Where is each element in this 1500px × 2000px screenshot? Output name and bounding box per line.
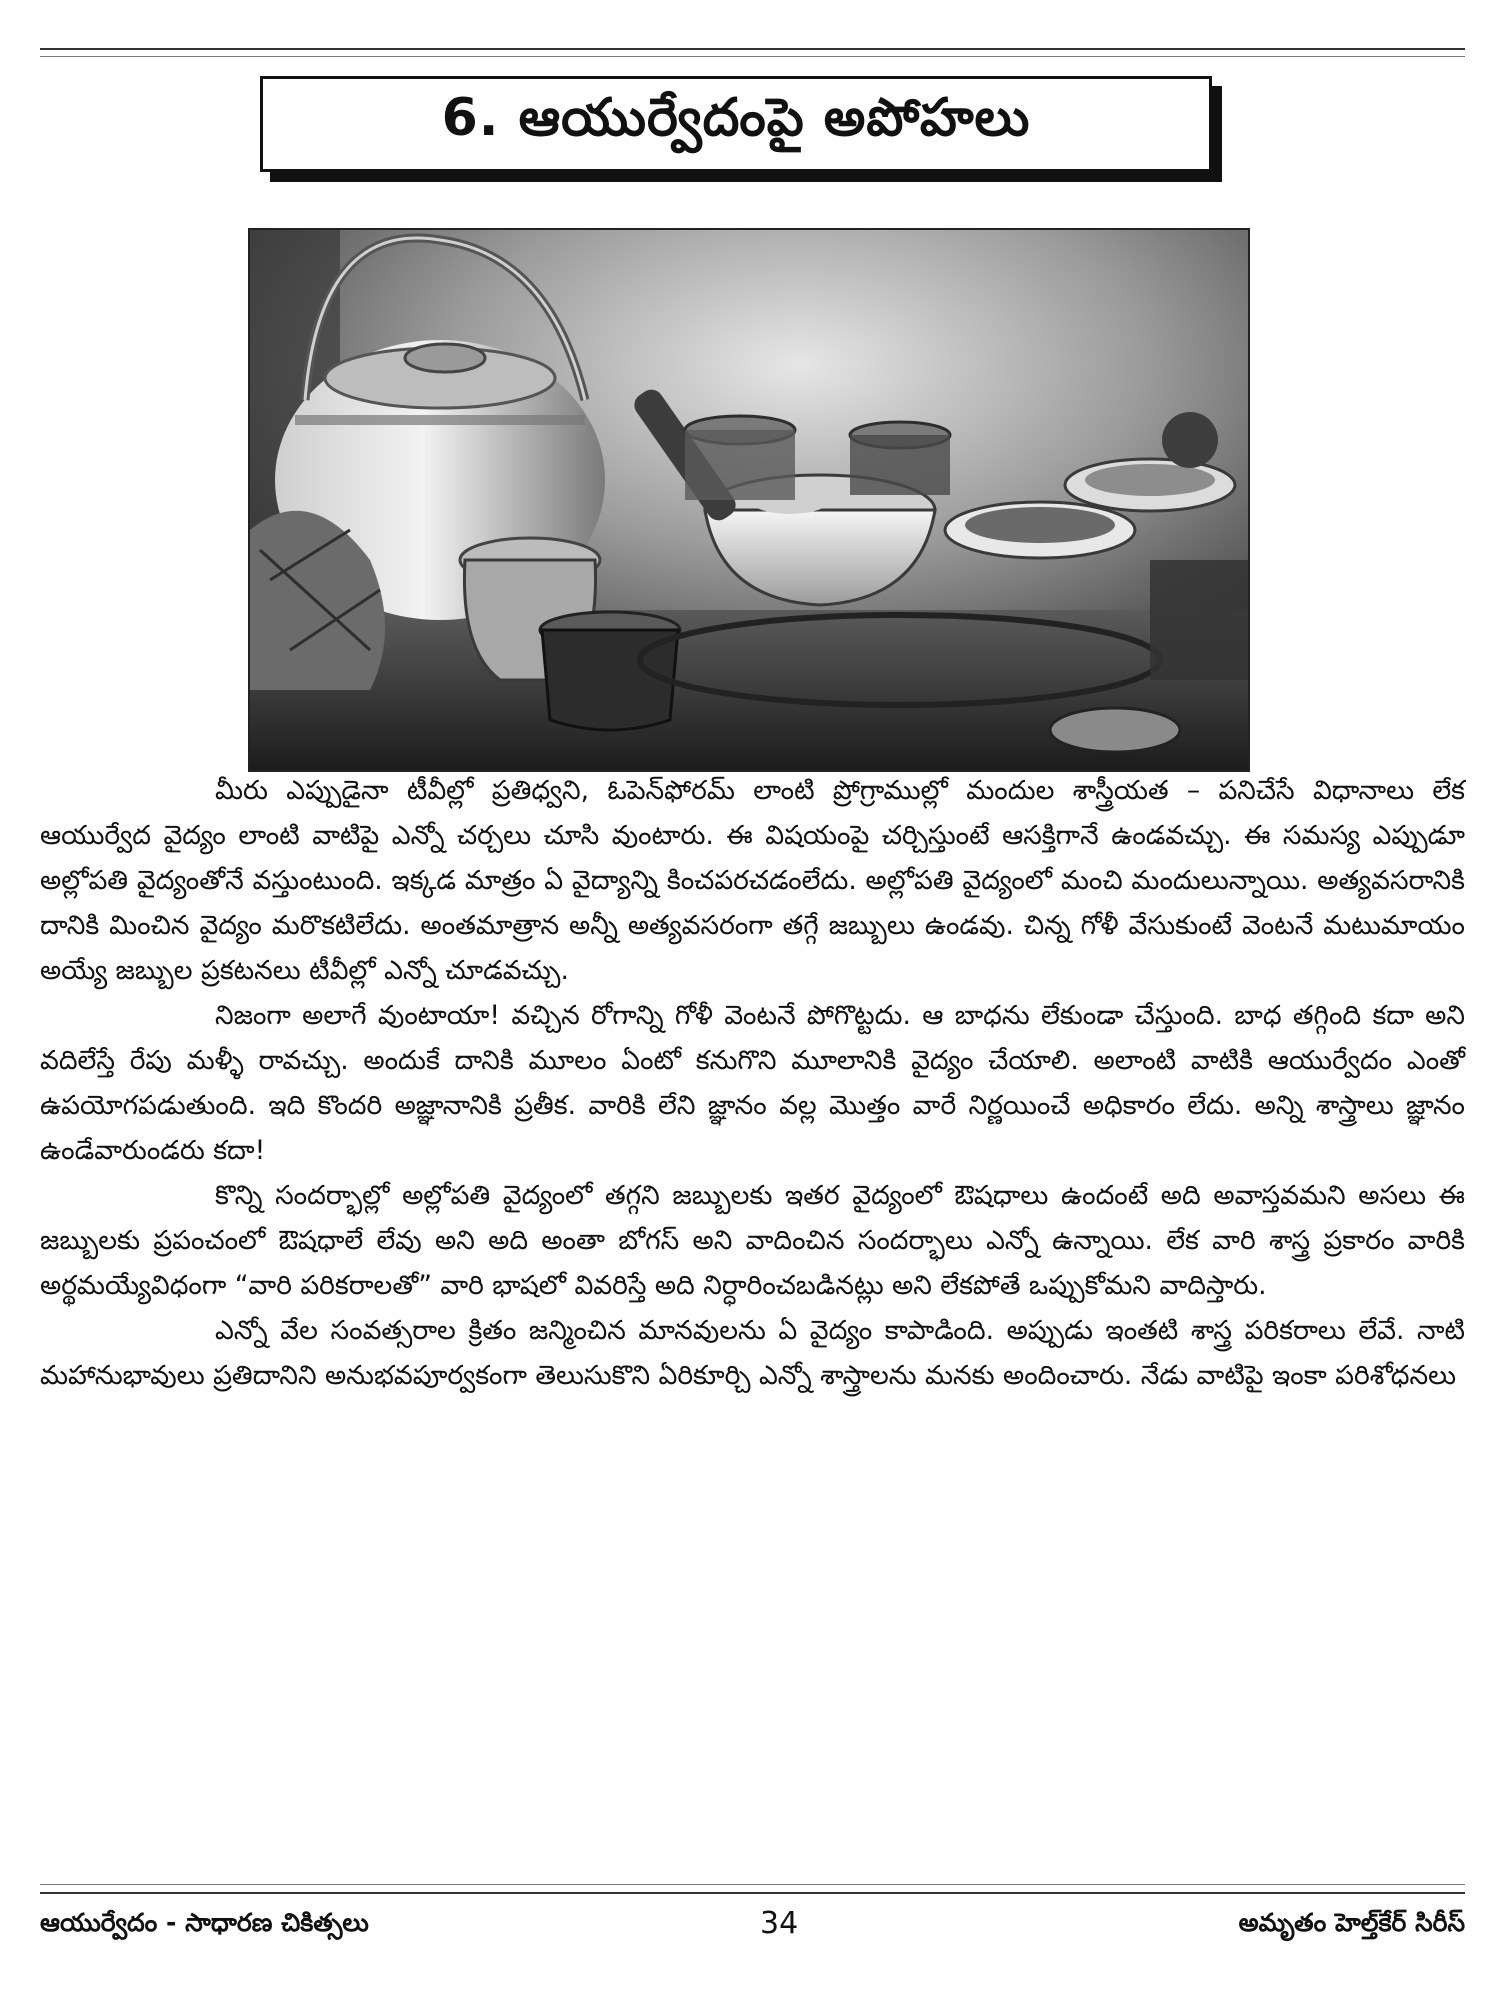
paragraph: కొన్ని సందర్భాల్లో అల్లోపతి వైద్యంలో తగ్గని జబ్బులకు ఇతర వైద్యంలో ఔషధాలు ఉందంటే అది అవాస్తవమని అసలు ఈ జబ్బులకు ప్రపంచంలో ఔషధాలే లేవు అని అది అంతా బోగస్ అని వాదించిన సందర్భాలు ఎన్నో ఉన్నాయి. లేక వారి శాస్త్ర ప్రకారం వారికి అర్థమయ్యేవిధంగా “వారి పరికరాలతో” వారి భాషలో వివరిస్తే అది నిర్ధారించబడినట్లు అని లేకపోతే ఒప్పుకోమని వాదిస్తారు. bbox=[40, 1180, 1465, 1301]
footer-series-title: అమృతం హెల్త్‌కేర్ సిరీస్ bbox=[1238, 1908, 1465, 1937]
ayurveda-photo bbox=[248, 228, 1250, 772]
paragraph: నిజంగా అలాగే వుంటాయా! వచ్చిన రోగాన్ని గోళీ వెంటనే పోగొట్టదు. ఆ బాధను లేకుండా చేస్తుంది. బాధ తగ్గింది కదా అని వదిలేస్తే రేపు మళ్ళీ రావచ్చు. అందుకే దానికి మూలం ఏంటో కనుగొని మూలానికి వైద్యం చేయాలి. అలాంటి వాటికి ఆయుర్వేదం ఎంతో ఉపయోగపడుతుంది. ఇది కొందరి అజ్ఞానానికి ప్రతీక. వారికి లేని జ్ఞానం వల్ల మొత్తం వారే నిర్ణయించే అధికారం లేదు. అన్ని శాస్త్రాలు జ్ఞానం ఉండేవారుండరు కదా! bbox=[40, 1000, 1465, 1166]
chapter-title-box bbox=[260, 76, 1212, 172]
top-rule bbox=[40, 48, 1465, 50]
bottom-rule-thin bbox=[40, 1884, 1465, 1885]
footer-book-title: ఆయుర్వేదం - సాధారణ చికిత్సలు bbox=[40, 1908, 369, 1937]
paragraph: ఎన్నో వేల సంవత్సరాల క్రితం జన్మించిన మానవులను ఏ వైద్యం కాపాడింది. అప్పుడు ఇంతటి శాస్త్ర పరికరాలు లేవే. నాటి మహానుభావులు ప్రతిదానిని అనుభవపూర్వకంగా తెలుసుకొని ఏరికూర్చి ఎన్నో శాస్త్రాలను మనకు అందించారు. నేడు వాటిపై ఇంకా పరిశోధనలు bbox=[40, 1315, 1465, 1391]
page-footer bbox=[40, 1906, 1465, 1946]
paragraph: మీరు ఎప్పుడైనా టీవీల్లో ప్రతిధ్వని, ఓపెన్‌ఫోరమ్ లాంటి ప్రోగ్రాముల్లో మందుల శాస్త్రీయత – పనిచేసే విధానాలు లేక ఆయుర్వేద వైద్యం లాంటి వాటిపై ఎన్నో చర్చలు చూసి వుంటారు. ఈ విషయంపై చర్చిస్తుంటే ఆసక్తిగానే ఉండవచ్చు. ఈ సమస్య ఎప్పుడూ అల్లోపతి వైద్యంతోనే వస్తుంటుంది. ఇక్కడ మాత్రం ఏ వైద్యాన్ని కించపరచడంలేదు. అల్లోపతి వైద్యంలో మంచి మందులున్నాయి. అత్యవసరానికి దానికి మించిన వైద్యం మరొకటిలేదు. అంతమాత్రాన అన్నీ అత్యవసరంగా తగ్గే జబ్బులు ఉండవు. చిన్న గోళీ వేసుకుంటే వెంటనే మటుమాయం అయ్యే జబ్బుల ప్రకటనలు టీవీల్లో ఎన్నో చూడవచ్చు. bbox=[40, 775, 1465, 986]
top-rule-thin bbox=[40, 56, 1465, 57]
page-number: 34 bbox=[760, 1906, 799, 1941]
chapter-title: 6. ఆయుర్వేదంపై అపోహలు bbox=[441, 87, 1031, 148]
bottom-rule bbox=[40, 1892, 1465, 1894]
article-body bbox=[40, 768, 1465, 1398]
